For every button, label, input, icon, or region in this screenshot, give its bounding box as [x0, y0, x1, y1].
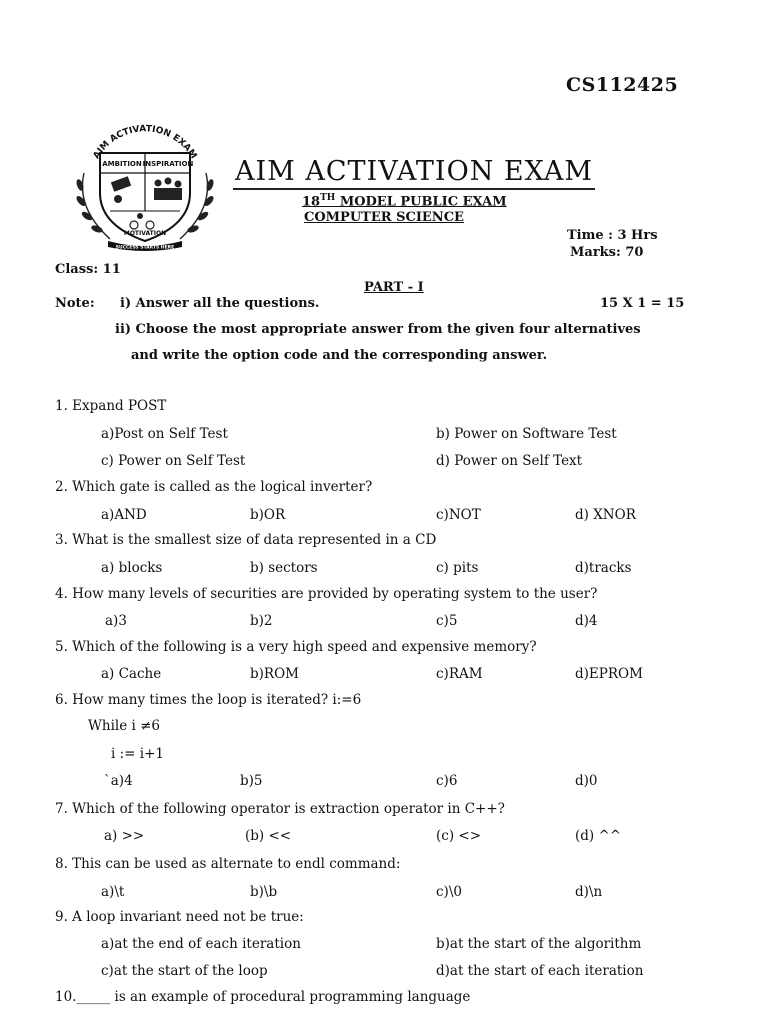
q9-option-a: a)at the end of each iteration	[101, 936, 301, 952]
part-heading: PART - I	[364, 280, 424, 295]
q2-option-a: a)AND	[101, 507, 147, 523]
q4-option-c: c)5	[436, 613, 458, 629]
logo-ribbon-text: SUCCESS STARTS HERE	[115, 245, 175, 251]
logo-right-label: INSPIRATION	[142, 160, 194, 168]
q3-option-d: d)tracks	[575, 560, 632, 576]
q8-option-c: c)\0	[436, 884, 462, 900]
logo-arc-text: AIM ACTIVATION EXAM	[91, 124, 199, 161]
q7-option-c: (c) <>	[436, 828, 482, 844]
q7-option-d: (d) ^^	[575, 828, 622, 844]
q8-option-b: b)\b	[250, 884, 278, 900]
q6-code-line-1: While i ≠6	[88, 718, 160, 734]
question-3: 3. What is the smallest size of data represented in a CD	[55, 532, 437, 548]
question-1: 1. Expand POST	[55, 398, 167, 414]
q4-option-b: b)2	[250, 613, 273, 629]
q4-option-a: a)3	[105, 613, 127, 629]
subject-name: COMPUTER SCIENCE	[304, 210, 464, 225]
note-instruction-1: i) Answer all the questions.	[120, 296, 320, 311]
q4-option-d: d)4	[575, 613, 598, 629]
q5-option-d: d)EPROM	[575, 666, 643, 682]
q5-option-c: c)RAM	[436, 666, 483, 682]
q8-option-d: d)\n	[575, 884, 603, 900]
q2-option-c: c)NOT	[436, 507, 481, 523]
q5-option-a: a) Cache	[101, 666, 162, 682]
question-5: 5. Which of the following is a very high speed and expensive memory?	[55, 639, 537, 655]
q1-option-c: c) Power on Self Test	[101, 453, 246, 469]
note-label: Note:	[55, 296, 95, 311]
exam-code: CS112425	[566, 74, 679, 96]
q9-option-d: d)at the start of each iteration	[436, 963, 644, 979]
q2-option-b: b)OR	[250, 507, 286, 523]
q6-option-d: d)0	[575, 773, 598, 789]
note-instruction-2: ii) Choose the most appropriate answer from the given four alternatives	[115, 322, 641, 337]
exam-subtitle: 18TH MODEL PUBLIC EXAM	[302, 193, 507, 210]
exam-time: Time : 3 Hrs	[567, 228, 658, 243]
exam-logo	[70, 113, 220, 251]
exam-marks: Marks: 70	[570, 245, 644, 260]
question-7: 7. Which of the following operator is extraction operator in C++?	[55, 801, 505, 817]
note-instruction-3: and write the option code and the corresponding answer.	[131, 348, 548, 363]
q6-option-a: `a)4	[104, 773, 133, 789]
q9-option-c: c)at the start of the loop	[101, 963, 268, 979]
q3-option-c: c) pits	[436, 560, 479, 576]
title-underline	[233, 188, 595, 190]
q6-code-line-2: i := i+1	[111, 746, 164, 762]
q6-option-b: b)5	[240, 773, 263, 789]
exam-title: AIM ACTIVATION EXAM	[235, 156, 594, 187]
score-formula: 15 X 1 = 15	[600, 296, 685, 311]
q2-option-d: d) XNOR	[575, 507, 636, 523]
class-label: Class: 11	[55, 262, 121, 277]
q9-option-b: b)at the start of the algorithm	[436, 936, 642, 952]
q7-option-a: a) >>	[104, 828, 145, 844]
q6-option-c: c)6	[436, 773, 458, 789]
q8-option-a: a)\t	[101, 884, 125, 900]
question-4: 4. How many levels of securities are provided by operating system to the user?	[55, 586, 598, 602]
q5-option-b: b)ROM	[250, 666, 299, 682]
q1-option-a: a)Post on Self Test	[101, 426, 228, 442]
question-10: 10._____ is an example of procedural programming language	[55, 989, 471, 1005]
q3-option-a: a) blocks	[101, 560, 163, 576]
question-2: 2. Which gate is called as the logical inverter?	[55, 479, 373, 495]
logo-left-label: AMBITION	[102, 160, 142, 168]
question-6: 6. How many times the loop is iterated? i:=6	[55, 692, 362, 708]
q1-option-d: d) Power on Self Text	[436, 453, 583, 469]
logo-bottom-label: MOTIVATION	[123, 230, 167, 237]
question-8: 8. This can be used as alternate to endl command:	[55, 856, 401, 872]
q7-option-b: (b) <<	[245, 828, 292, 844]
q1-option-b: b) Power on Software Test	[436, 426, 617, 442]
question-9: 9. A loop invariant need not be true:	[55, 909, 304, 925]
q3-option-b: b) sectors	[250, 560, 318, 576]
